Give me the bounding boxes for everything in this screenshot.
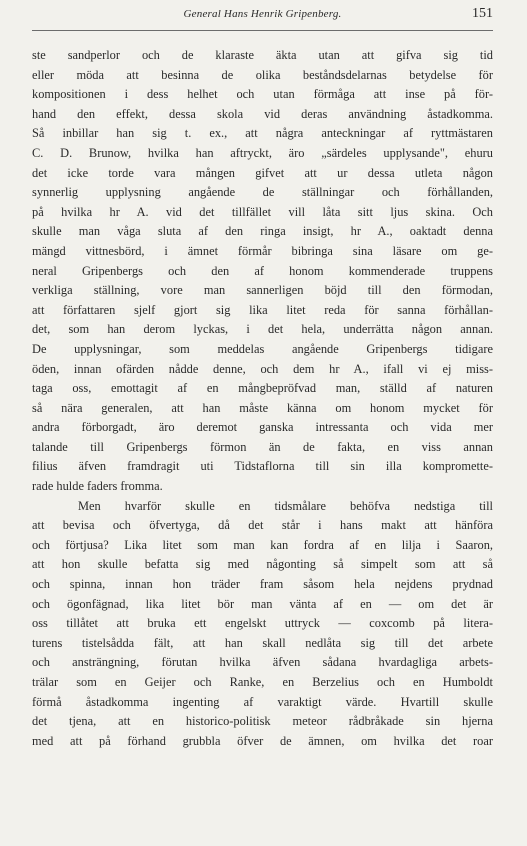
text-line: skulle man våga sluta af den ringa insigt, hr A., oaktadt denna: [32, 224, 493, 239]
text-line: och ansträngning, förutan hvilka äfven sådana hvardagliga arbets-: [32, 655, 493, 670]
running-title: General Hans Henrik Gripenberg.: [183, 8, 342, 20]
header-rule: [32, 30, 493, 31]
text-line: att hon skulle befatta sig med någonting så simpelt som att så: [32, 557, 493, 572]
text-line: på hvilka hr A. vid det tillfället vill låta sitt ljus skina. Och: [32, 204, 493, 219]
text-line: det, som han derom lyckas, i det hela, underrätta någon annan.: [32, 322, 493, 337]
running-header: [32, 6, 493, 24]
text-line: Men hvarför skulle en tidsmålare behöfva nedstiga till: [78, 498, 493, 513]
text-line: det icke torde vara mången gifvet att ur dessa utleta någon: [32, 165, 493, 180]
body-text: [32, 46, 493, 751]
text-line: synnerlig upplysning angående de ställningar och förhållanden,: [32, 185, 493, 200]
text-line: talande till Gripenbergs förmon än de fakta, en viss annan: [32, 439, 493, 454]
text-line: rade hulde faders fromma.: [32, 479, 163, 494]
text-line: öden, innan ofärden nådde denne, och dem hr A., ifall vi ej miss-: [32, 361, 493, 376]
text-line: att bevisa och öfvertyga, då det står i hans makt att hänföra: [32, 518, 493, 533]
text-line: och spinna, innan hon träder fram såsom hela nejdens prydnad: [32, 577, 493, 592]
text-line: oss tillåtet att bruka ett engelskt uttryck — coxcomb på litera-: [32, 616, 493, 631]
text-line: C. D. Brunow, hvilka han aftryckt, äro „särdeles upplysande", ehuru: [32, 145, 493, 160]
text-line: och förtjusa? Lika litet som man kan fordra af en lilja i Saaron,: [32, 537, 493, 552]
text-line: filius äfven framdragit uti Tidstaflorna till sin illa kompromette-: [32, 459, 493, 474]
text-line: att författaren sjelf gjort sig lika litet reda för sanna förhållan-: [32, 302, 493, 317]
text-line: De upplysningar, som meddelas angående Gripenbergs tidigare: [32, 341, 493, 356]
text-line: andra förborgadt, äro deremot ganska intressanta och vida mer: [32, 420, 493, 435]
text-line: kompositionen i dess helhet och utan förmåga att inse på för-: [32, 87, 493, 102]
text-line: verkliga ställning, vore man sannerligen böjd till den förmodan,: [32, 283, 493, 298]
page-number: 151: [472, 6, 493, 21]
text-line: turens tistelsådda fält, att han skall nedlåta sig till det arbete: [32, 635, 493, 650]
text-line: så nära generalen, att han måste känna om honom mycket för: [32, 400, 493, 415]
text-line: eller möda att besinna de olika beståndsdelarnas betydelse för: [32, 67, 493, 82]
text-line: neral Gripenbergs och den af honom kommenderade truppens: [32, 263, 493, 278]
text-line: med att på förhand grubbla öfver de ämnen, om hvilka det roar: [32, 733, 493, 748]
text-line: det tjena, att en historico-politisk meteor rådbråkade sin hjerna: [32, 714, 493, 729]
text-line: hand den effekt, dessa skola vid deras användning åstadkomma.: [32, 106, 493, 121]
text-line: taga oss, emottagit af en mångbepröfvad man, ställd af naturen: [32, 381, 493, 396]
text-line: förmå åstadkomma ingenting af varaktigt värde. Hvartill skulle: [32, 694, 493, 709]
text-line: Så inbillar han sig t. ex., att några anteckningar af ryttmästaren: [32, 126, 493, 141]
text-line: mängd vittnesbörd, i ämnet förmår bibringa sina läsare om ge-: [32, 243, 493, 258]
text-line: och ögonfägnad, lika litet bör man vänta af en — om det är: [32, 596, 493, 611]
text-line: ste sandperlor och de klaraste äkta utan att gifva sig tid: [32, 48, 493, 62]
text-line: trälar som en Geijer och Ranke, en Berzelius och en Humboldt: [32, 675, 493, 689]
